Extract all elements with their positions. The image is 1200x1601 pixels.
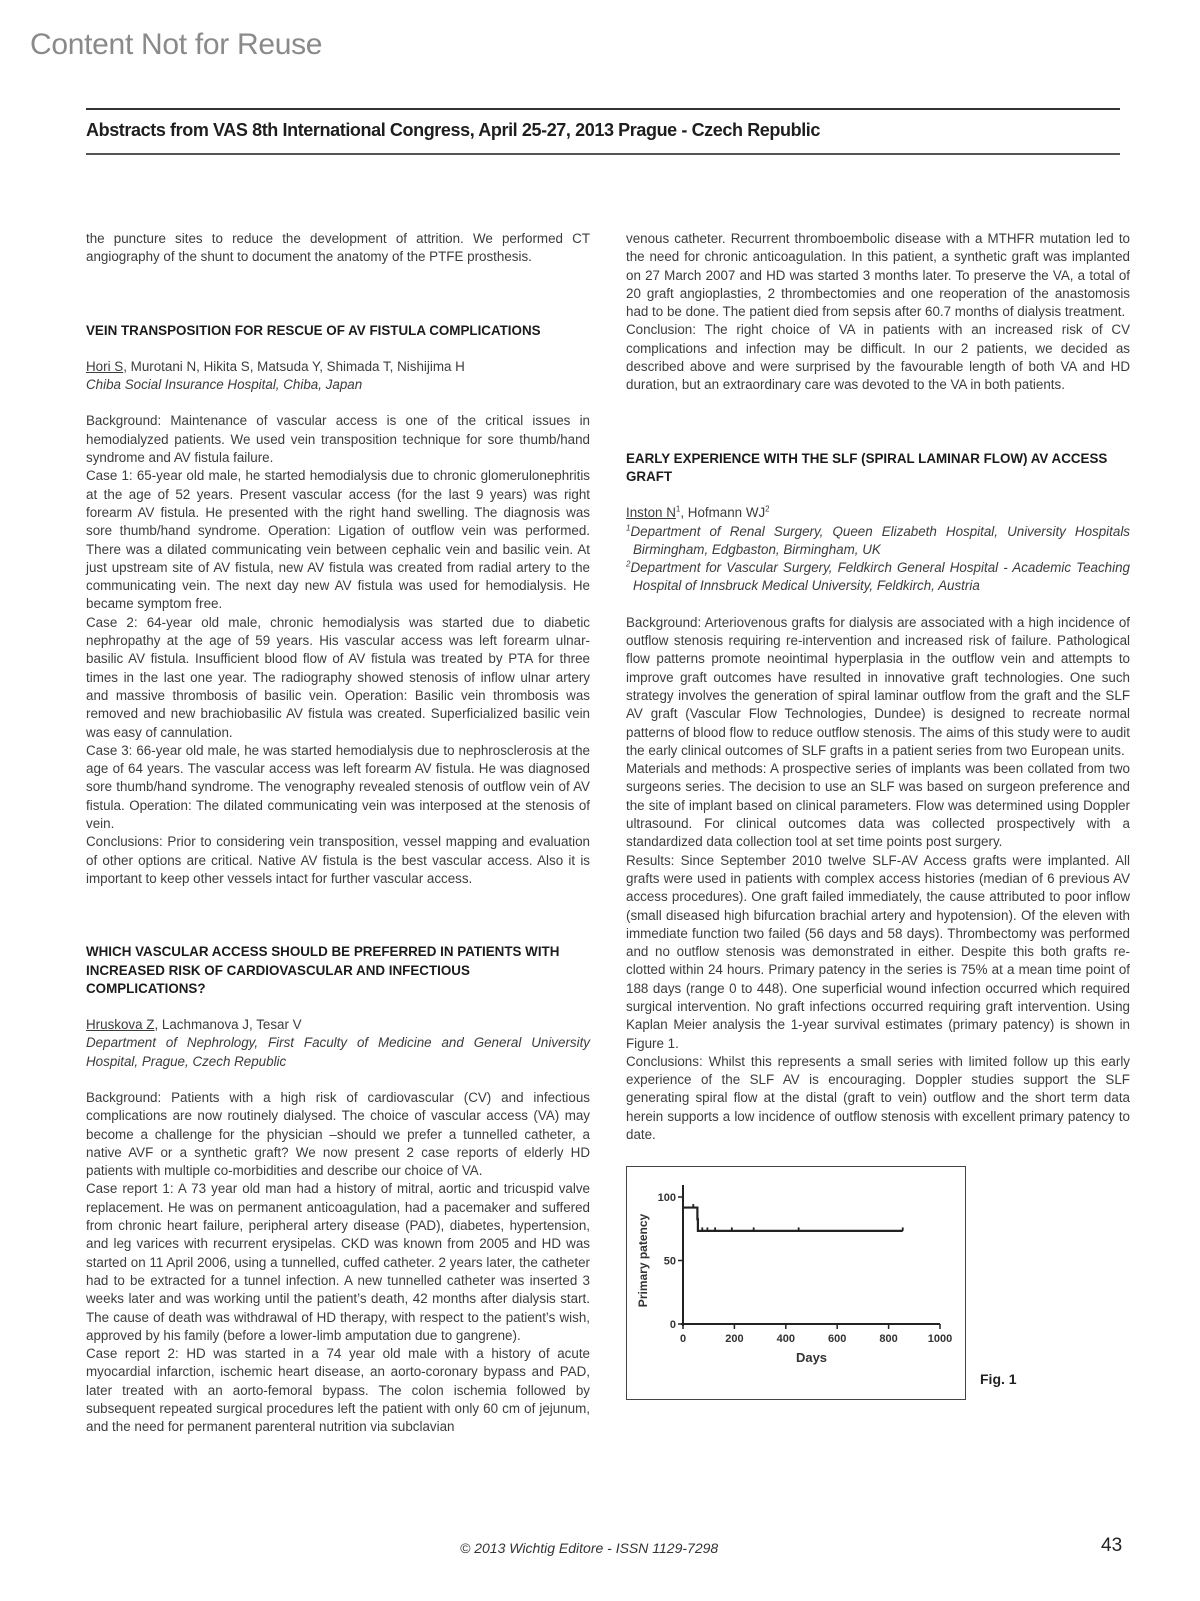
x-tick-label: 200 — [725, 1333, 744, 1346]
paragraph-methods: Materials and methods: A prospective series of implants was been collated from two surgeons series. The decision to use an SLF was based on surgeon preference and the site of implant based on clinical parameters. Flow was determined using Doppler ultrasound. For clinical outcomes data was collected prospectively with a standardized data collection tool at set time points post surgery. — [626, 761, 1130, 850]
paragraph-case-2: Case 2: 64-year old male, chronic hemodialysis was started due to diabetic nephropathy at the age of 59 years. His vascular access was left forearm ulnar-basilic AV fistula. Insufficient blood flow of AV fistula was treated by PTA for three times in the last one year. The radiography showed stenosis of inflow ulnar artery and massive thrombosis of basilic vein. Operation: Basilic vein thrombosis was removed and new brachiobasilic AV fistula was created. Superficialized basilic vein was easy of cannulation. — [86, 614, 590, 740]
presenting-author: Hruskova Z — [86, 1017, 155, 1033]
y-tick-label: 50 — [663, 1255, 676, 1268]
right-column — [626, 230, 1130, 1436]
paragraph-case-3: Case 3: 66-year old male, he was started hemodialysis due to nephrosclerosis at the age of 64 years. The vascular access was left forearm AV fistula. He was diagnosed sore thumb/hand syndrome. The venography revealed stenosis of outflow vein of AV fistula. Operation: The dilated communicating vein was interposed at the stenosis of vein. — [86, 742, 590, 832]
coauthors: , Lachmanova J, Tesar V — [154, 1017, 302, 1033]
figure-caption: Fig. 1 — [980, 1371, 1017, 1388]
chart-curve — [683, 1204, 903, 1231]
affiliation: Department of Nephrology, First Faculty of Medicine and General University Hospital, Prague, Czech Republic — [86, 1035, 590, 1069]
author-list — [86, 1016, 590, 1034]
x-tick-label: 0 — [679, 1333, 687, 1346]
paragraph-conclusions: Conclusions: Prior to considering vein transposition, vessel mapping and evaluation of other options are critical. Native AV fistula is the best vascular access. Also it is important to keep other vessels intact for further vascular access. — [86, 834, 590, 886]
chart-axes — [681, 1185, 940, 1326]
x-tick-label: 800 — [879, 1333, 898, 1346]
abstract-title: WHICH VASCULAR ACCESS SHOULD BE PREFERRED IN PATIENTS WITH INCREASED RISK OF CARDIOVASCULAR AND INFECTIOUS COMPLICATIONS? — [86, 944, 560, 996]
author-list — [626, 504, 1130, 522]
x-axis-label: Days — [795, 1350, 828, 1366]
affiliation-text: Department for Vascular Surgery, Feldkirch General Hospital - Academic Teaching Hospital of Innsbruck Medical University, Feldkirch, Austria — [630, 560, 1130, 594]
paragraph-background: Background: Arteriovenous grafts for dialysis are associated with a high incidence of outflow stenosis requiring re-intervention and increased risk of failure. Pathological flow patterns promote neointimal hyperplasia in the outflow vein and attempts to improve graft outcomes have resulted in innovative graft technologies. One such strategy involves the generation of spiral laminar outflow from the graft and the SLF AV graft (Vascular Flow Technologies, Dundee) is designed to recreate normal patterns of blood flow to reduce outflow stenosis. The aims of this study were to audit the early clinical outcomes of SLF grafts in a patient series from two European units. — [626, 614, 1130, 758]
journal-header — [86, 108, 1120, 155]
paragraph-background: Background: Patients with a high risk of cardiovascular (CV) and infectious complications are now routinely dialysed. The choice of vascular access (VA) may become a challenge for the physician –should we prefer a tunnelled catheter, a native AVF or a synthetic graft? We now present 2 case reports of elderly HD patients with multiple co-morbidities and describe our choice of VA. — [86, 1089, 590, 1179]
affiliation-text: Department of Renal Surgery, Queen Elizabeth Hospital, University Hospitals Birmingham, Edgbaston, Birmingham, UK — [630, 523, 1130, 557]
left-column — [86, 230, 590, 1437]
coauthors: , Murotani N, Hikita S, Matsuda Y, Shimada T, Nishijima H — [123, 358, 465, 374]
affiliation-marker: 1 — [675, 504, 681, 514]
x-tick-label: 400 — [776, 1333, 795, 1346]
affiliation-2 — [626, 559, 1130, 596]
affiliation-marker: 2 — [765, 504, 770, 514]
affiliation: Chiba Social Insurance Hospital, Chiba, Japan — [86, 377, 363, 393]
paragraph-background: Background: Maintenance of vascular access is one of the critical issues in hemodialyzed patients. We used vein transposition technique for sore thumb/hand syndrome and AV fistula failure. — [86, 413, 590, 466]
author-list — [86, 358, 590, 376]
paragraph-conclusions: Conclusions: Whilst this represents a small series with limited follow up this early experience of the SLF AV is encouraging. Doppler studies support the SLF generating spiral flow at the distal (graft to vein) outflow and the short term data herein supports a low incidence of outflow stenosis with excellent primary patency to date. — [626, 1053, 1130, 1143]
affiliation-1 — [626, 523, 1130, 560]
abstract-title: VEIN TRANSPOSITION FOR RESCUE OF AV FISTULA COMPLICATIONS — [86, 322, 541, 338]
chart-ticks — [658, 1192, 953, 1345]
kaplan-meier-chart — [627, 1167, 965, 1399]
abstract-slf-graft — [626, 450, 1130, 1437]
paragraph-conclusion: Conclusion: The right choice of VA in patients with an increased risk of CV complications and infection may be difficult. In our 2 patients, we decided as described above and were surprised by the favourable length of both VA and HD duration, but an extraordinary care was devoted to the VA in both patients. — [626, 322, 1130, 393]
paragraph-case-report-2: Case report 2: HD was started in a 74 year old male with a history of acute myocardial infarction, ischemic heart disease, an aorto-coronary bypass and PAD, later treated with an aorto-femoral bypass. The colon ischemia followed by subsequent repeated surgical procedures left the patient with only 60 cm of jejunum, and the need for permanent parenteral nutrition via subclavian — [86, 1346, 590, 1435]
presenting-author: Inston N — [626, 505, 676, 521]
presenting-author: Hori S — [86, 358, 124, 374]
affiliation-marker: 1 — [626, 523, 631, 533]
coauthors: , Hofmann WJ — [680, 505, 766, 521]
paragraph-case-1: Case 1: 65-year old male, he started hemodialysis due to chronic glomerulonephritis at the age of 52 years. Present vascular access (for the last 9 years) was right forearm AV fistula. He presented with the right hand swelling. The diagnosis was sore thumb/hand syndrome. Operation: Ligation of outflow vein was performed. There was a dilated communicating vein between cephalic vein and basilic vein. At just upstream site of AV fistula, new AV fistula was created from radial artery to the communicating vein. The next day new AV fistula was used for hemodialysis. He became symptom free. — [86, 468, 590, 612]
paragraph-results: Results: Since September 2010 twelve SLF-AV Access grafts were implanted. All grafts were used in patients with complex access histories (median of 6 previous AV access procedures). One graft failed immediately, the cause attributed to poor inflow (small diseased high bifurcation brachial artery and hypotension). Of the eleven with immediate function two failed (56 days and 58 days). Thrombectomy was performed and no outflow stenosis was demonstrated in either. Despite this both grafts re-clotted within 24 hours. Primary patency in the series is 75% at a mean time point of 188 days (range 0 to 448). One superficial wound infection occurred which required surgical intervention. No graft infections occurred requiring graft intervention. Using Kaplan Meier analysis the 1-year survival estimates (primary patency) is shown in Figure 1. — [626, 852, 1130, 1051]
figure-1 — [626, 1166, 1130, 1436]
abstract-vein-transposition — [86, 322, 590, 889]
continuation-text: the puncture sites to reduce the development of attrition. We performed CT angiography of the shunt to document the anatomy of the PTFE prosthesis. — [86, 231, 590, 265]
footer-copyright: © 2013 Wichtig Editore - ISSN 1129-7298 — [460, 1540, 719, 1556]
figure-frame — [626, 1166, 966, 1400]
y-tick-label: 100 — [657, 1192, 676, 1205]
journal-header-title: Abstracts from VAS 8th International Congress, April 25-27, 2013 Prague - Czech Republic — [86, 120, 821, 140]
abstract-title: EARLY EXPERIENCE WITH THE SLF (SPIRAL LAMINAR FLOW) AV ACCESS GRAFT — [626, 450, 1108, 484]
patency-step-line — [683, 1208, 903, 1231]
y-axis-label: Primary patency — [636, 1214, 650, 1308]
paragraph-case-report-1: Case report 1: A 73 year old man had a history of mitral, aortic and tricuspid valve replacement. He was on permanent anticoagulation, had a pacemaker and suffered from chronic heart failure, peripheral artery disease (PAD), diabetes, hypertension, and leg varices with recurrent erysipelas. CKD was known from 2005 and HD was started on 11 April 2006, using a tunnelled, cuffed catheter. 2 years later, the catheter had to be extracted for a tunnel infection. A new tunnelled catheter was inserted 3 weeks later and was working until the patient’s death, 42 months after dialysis start. The cause of death was withdrawal of HD therapy, with respect to the patient’s wish, approved by his family (before a lower-limb amputation due to gangrene). — [86, 1181, 590, 1343]
y-tick-label: 0 — [669, 1319, 676, 1332]
watermark: Content Not for Reuse — [30, 28, 323, 61]
x-tick-label: 600 — [828, 1333, 847, 1346]
page-number: 43 — [1101, 1535, 1123, 1556]
affiliation-marker: 2 — [626, 559, 631, 569]
x-tick-label: 1000 — [927, 1333, 953, 1346]
abstract-vascular-access-preference — [86, 943, 590, 1436]
continuation-text: venous catheter. Recurrent thromboembolic disease with a MTHFR mutation led to the need for chronic anticoagulation. In this patient, a synthetic graft was implanted on 27 March 2007 and HD was started 3 months later. To preserve the VA, a total of 20 graft angioplasties, 2 thrombectomies and one reoperation of the anastomosis had to be done. The patient died from sepsis after 60.7 months of dialysis treatment. — [626, 231, 1130, 320]
